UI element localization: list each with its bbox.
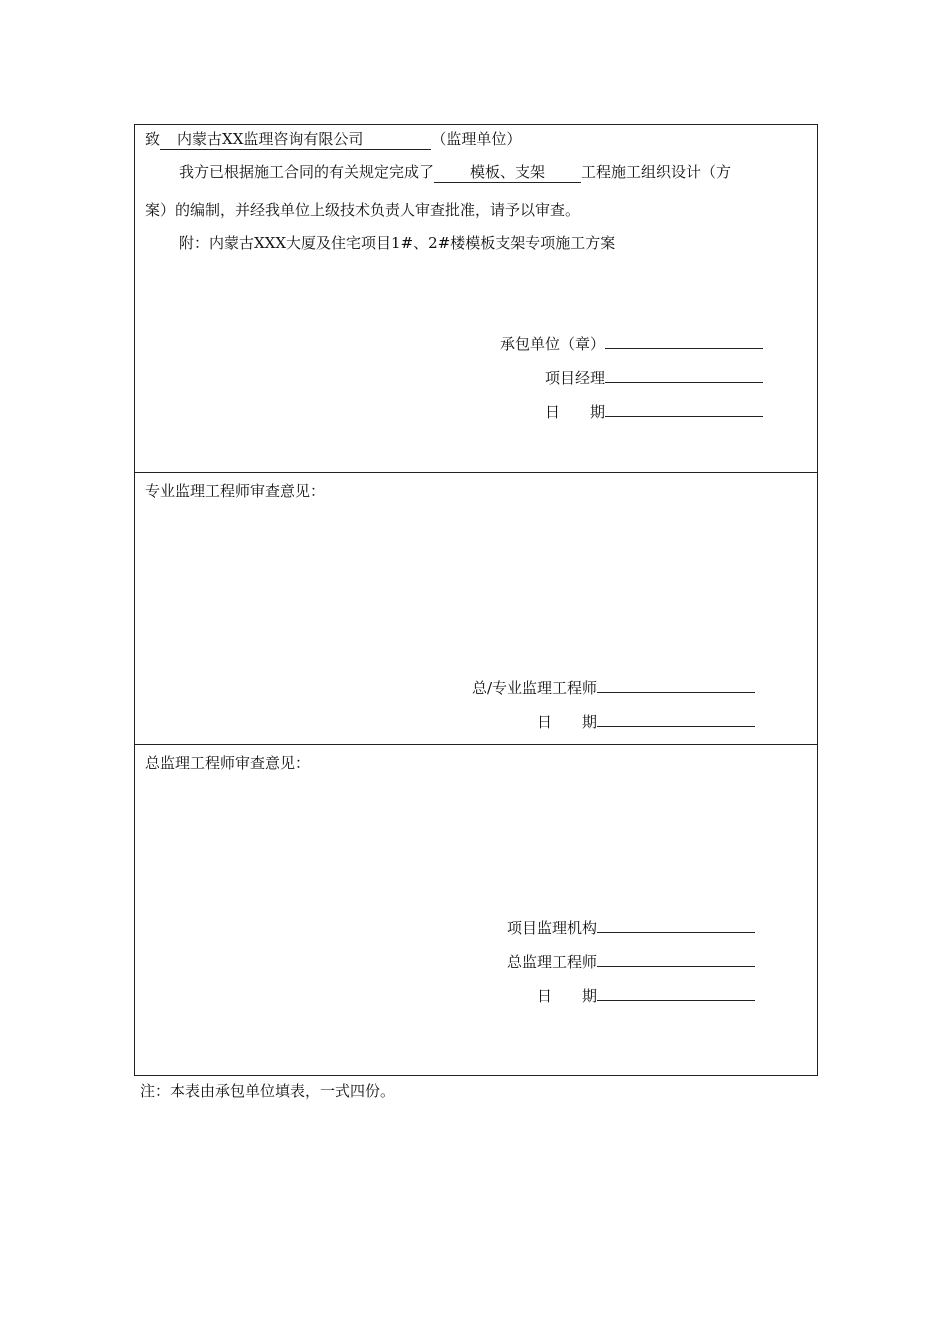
date-label-1: 日 期	[544, 403, 605, 421]
body-line-2: 案）的编制，并经我单位上级技术负责人审查批准，请予以审查。	[145, 201, 581, 219]
chief-review-section	[135, 744, 817, 1077]
project-manager-field[interactable]	[605, 365, 763, 383]
date-field-3[interactable]	[597, 983, 755, 1001]
specialist-review-section	[135, 472, 817, 744]
supervision-org-label: 项目监理机构	[506, 919, 597, 937]
specialist-review-heading: 专业监理工程师审查意见：	[145, 482, 326, 500]
project-manager-label: 项目经理	[544, 369, 605, 387]
specialist-sign-row	[435, 675, 755, 698]
supervision-org-field[interactable]	[597, 915, 755, 933]
footnote: 注：本表由承包单位填表，一式四份。	[140, 1082, 396, 1100]
contractor-sign-row	[487, 331, 763, 354]
chief-sign-row	[435, 949, 755, 972]
body-text-2: 工程施工组织设计（方	[581, 163, 732, 181]
addressee-line	[145, 129, 521, 150]
addressee-suffix: （监理单位）	[431, 130, 522, 148]
work-item-field: 模板、支架	[434, 163, 581, 183]
date-field-2[interactable]	[597, 709, 755, 727]
supervising-engineer-label: 总/专业监理工程师	[471, 679, 597, 697]
date-sign-row-2	[435, 709, 755, 732]
supervising-engineer-field[interactable]	[597, 675, 755, 693]
approval-form-table	[134, 124, 818, 1076]
body-text-1: 我方已根据施工合同的有关规定完成了	[179, 163, 435, 181]
contractor-seal-field[interactable]	[605, 331, 763, 349]
attachment-line: 附：内蒙古XXX大厦及住宅项目1#、2#楼模板支架专项施工方案	[179, 234, 616, 252]
date-label-3: 日 期	[536, 987, 597, 1005]
contractor-submission-section	[135, 125, 817, 472]
contractor-seal-label: 承包单位（章）	[499, 335, 605, 353]
manager-sign-row	[487, 365, 763, 388]
chief-engineer-field[interactable]	[597, 949, 755, 967]
body-line-1	[179, 162, 731, 183]
addressee-company: 内蒙古XX监理咨询有限公司	[160, 130, 431, 150]
date-field-1[interactable]	[605, 399, 763, 417]
date-sign-row-3	[435, 983, 755, 1006]
date-sign-row-1	[487, 399, 763, 422]
addressee-prefix: 致	[145, 130, 161, 148]
date-label-2: 日 期	[536, 713, 597, 731]
org-sign-row	[435, 915, 755, 938]
chief-engineer-label: 总监理工程师	[506, 953, 597, 971]
chief-review-heading: 总监理工程师审查意见：	[145, 754, 311, 772]
